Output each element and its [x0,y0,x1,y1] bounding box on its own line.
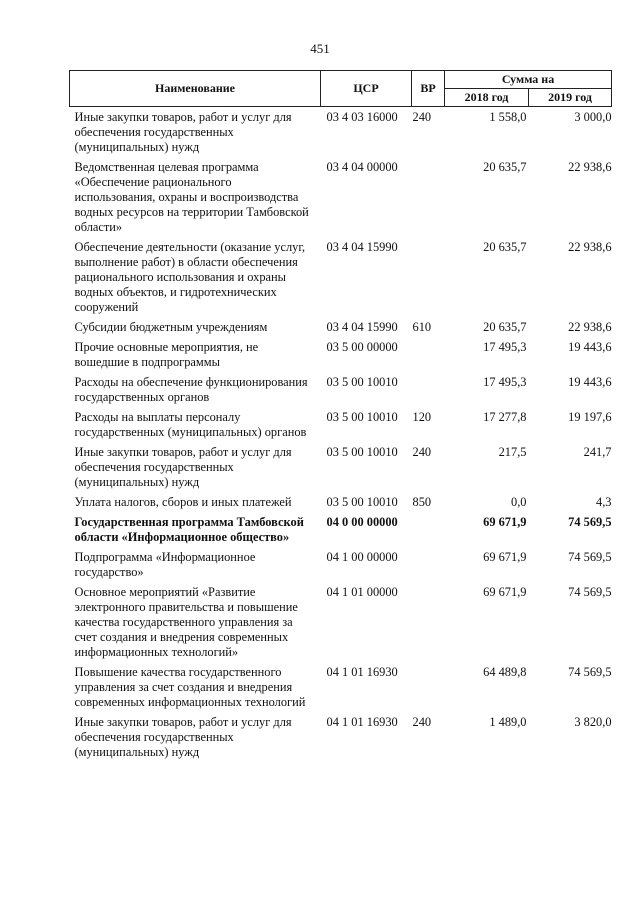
row-sum-2019: 74 569,5 [568,515,612,529]
row-vr [412,240,445,320]
row-name: Основное мероприятий «Развитие электронного правительства и повышение качества государственного управления за счет создания и внедрения современных информационных технологий» [74,585,298,659]
table-row [70,240,612,320]
table-row [70,550,612,585]
row-sum-2018: 69 671,9 [483,550,527,564]
row-vr [412,515,445,550]
row-vr [412,585,445,665]
table-row [70,515,612,550]
row-csr: 03 5 00 10010 [326,445,398,459]
row-vr: 610 [412,320,432,334]
row-csr: 03 4 04 15990 [326,240,398,254]
table-row [70,585,612,665]
row-sum-2019: 22 938,6 [568,160,612,174]
row-csr: 03 5 00 10010 [326,495,398,509]
row-vr [412,375,445,410]
row-name: Подпрограмма «Информационное государство» [74,550,256,579]
row-name: Обеспечение деятельности (оказание услуг, выполнение работ) в области обеспечения рационального использования и охраны водных объектов, и гидротехнических сооружений [74,240,306,314]
page-number: 451 [310,41,330,56]
row-vr: 240 [412,715,432,729]
row-sum-2018: 20 635,7 [483,320,527,334]
table-row [70,495,612,515]
header-csr: ЦСР [321,71,412,107]
row-sum-2019: 19 443,6 [568,375,612,389]
table-row [70,665,612,715]
row-sum-2018: 0,0 [511,495,527,509]
header-year-2019: 2019 год [529,89,612,107]
row-name: Прочие основные мероприятия, не вошедшие в подпрограммы [74,340,259,369]
table-row [70,715,612,765]
row-vr [412,340,445,375]
row-sum-2018: 17 495,3 [483,340,527,354]
row-vr: 120 [412,410,432,424]
table-row [70,410,612,445]
row-sum-2018: 1 489,0 [489,715,527,729]
row-sum-2019: 241,7 [583,445,612,459]
row-vr: 240 [412,110,432,124]
row-sum-2019: 22 938,6 [568,240,612,254]
row-sum-2018: 217,5 [498,445,527,459]
header-vr: ВР [412,71,445,107]
row-name: Субсидии бюджетным учреждениям [74,320,268,334]
row-name: Повышение качества государственного управления за счет создания и внедрения современных информационных технологий [74,665,306,709]
row-sum-2018: 69 671,9 [483,585,527,599]
row-name: Расходы на обеспечение функционирования государственных органов [74,375,308,404]
row-sum-2019: 74 569,5 [568,665,612,679]
table-row [70,107,612,161]
table-row [70,375,612,410]
row-sum-2018: 20 635,7 [483,160,527,174]
row-sum-2019: 4,3 [596,495,612,509]
row-csr: 04 1 01 16930 [326,715,398,729]
header-year-2018: 2018 год [445,89,529,107]
row-sum-2018: 20 635,7 [483,240,527,254]
row-csr: 04 1 00 00000 [326,550,398,564]
table-row [70,160,612,240]
row-sum-2019: 19 443,6 [568,340,612,354]
row-csr: 04 1 01 00000 [326,585,398,599]
table-body [70,107,612,766]
row-sum-2019: 74 569,5 [568,550,612,564]
row-sum-2018: 17 277,8 [483,410,527,424]
row-sum-2019: 22 938,6 [568,320,612,334]
table-header [70,71,612,107]
row-name: Уплата налогов, сборов и иных платежей [74,495,292,509]
row-csr: 03 4 04 00000 [326,160,398,174]
row-sum-2018: 69 671,9 [483,515,527,529]
row-sum-2018: 17 495,3 [483,375,527,389]
row-vr [412,550,445,585]
row-name: Расходы на выплаты персоналу государственных (муниципальных) органов [74,410,307,439]
table-row [70,320,612,340]
row-csr: 03 4 04 15990 [326,320,398,334]
row-name: Иные закупки товаров, работ и услуг для обеспечения государственных (муниципальных) нужд [74,445,292,489]
table-row [70,340,612,375]
row-name: Государственная программа Тамбовской области «Информационное общество» [74,515,304,544]
row-csr: 04 1 01 16930 [326,665,398,679]
row-vr: 850 [412,495,432,509]
row-vr [412,160,445,240]
row-sum-2018: 64 489,8 [483,665,527,679]
row-name: Иные закупки товаров, работ и услуг для обеспечения государственных (муниципальных) нужд [74,715,292,759]
budget-table [69,70,612,765]
row-sum-2018: 1 558,0 [489,110,527,124]
row-vr [412,665,445,715]
header-sum-on: Сумма на [445,71,612,89]
row-vr: 240 [412,445,432,459]
row-csr: 03 5 00 10010 [326,375,398,389]
row-sum-2019: 3 000,0 [574,110,612,124]
row-csr: 03 5 00 00000 [326,340,398,354]
row-csr: 03 5 00 10010 [326,410,398,424]
row-csr: 03 4 03 16000 [326,110,398,124]
table-row [70,445,612,495]
row-sum-2019: 74 569,5 [568,585,612,599]
row-sum-2019: 3 820,0 [574,715,612,729]
row-name: Иные закупки товаров, работ и услуг для обеспечения государственных (муниципальных) нужд [74,110,292,154]
row-csr: 04 0 00 00000 [326,515,398,529]
row-sum-2019: 19 197,6 [568,410,612,424]
row-name: Ведомственная целевая программа «Обеспечение рационального использования, охраны и воспроизводства водных ресурсов на территории Тамбовской области» [74,160,309,234]
header-name: Наименование [70,71,321,107]
